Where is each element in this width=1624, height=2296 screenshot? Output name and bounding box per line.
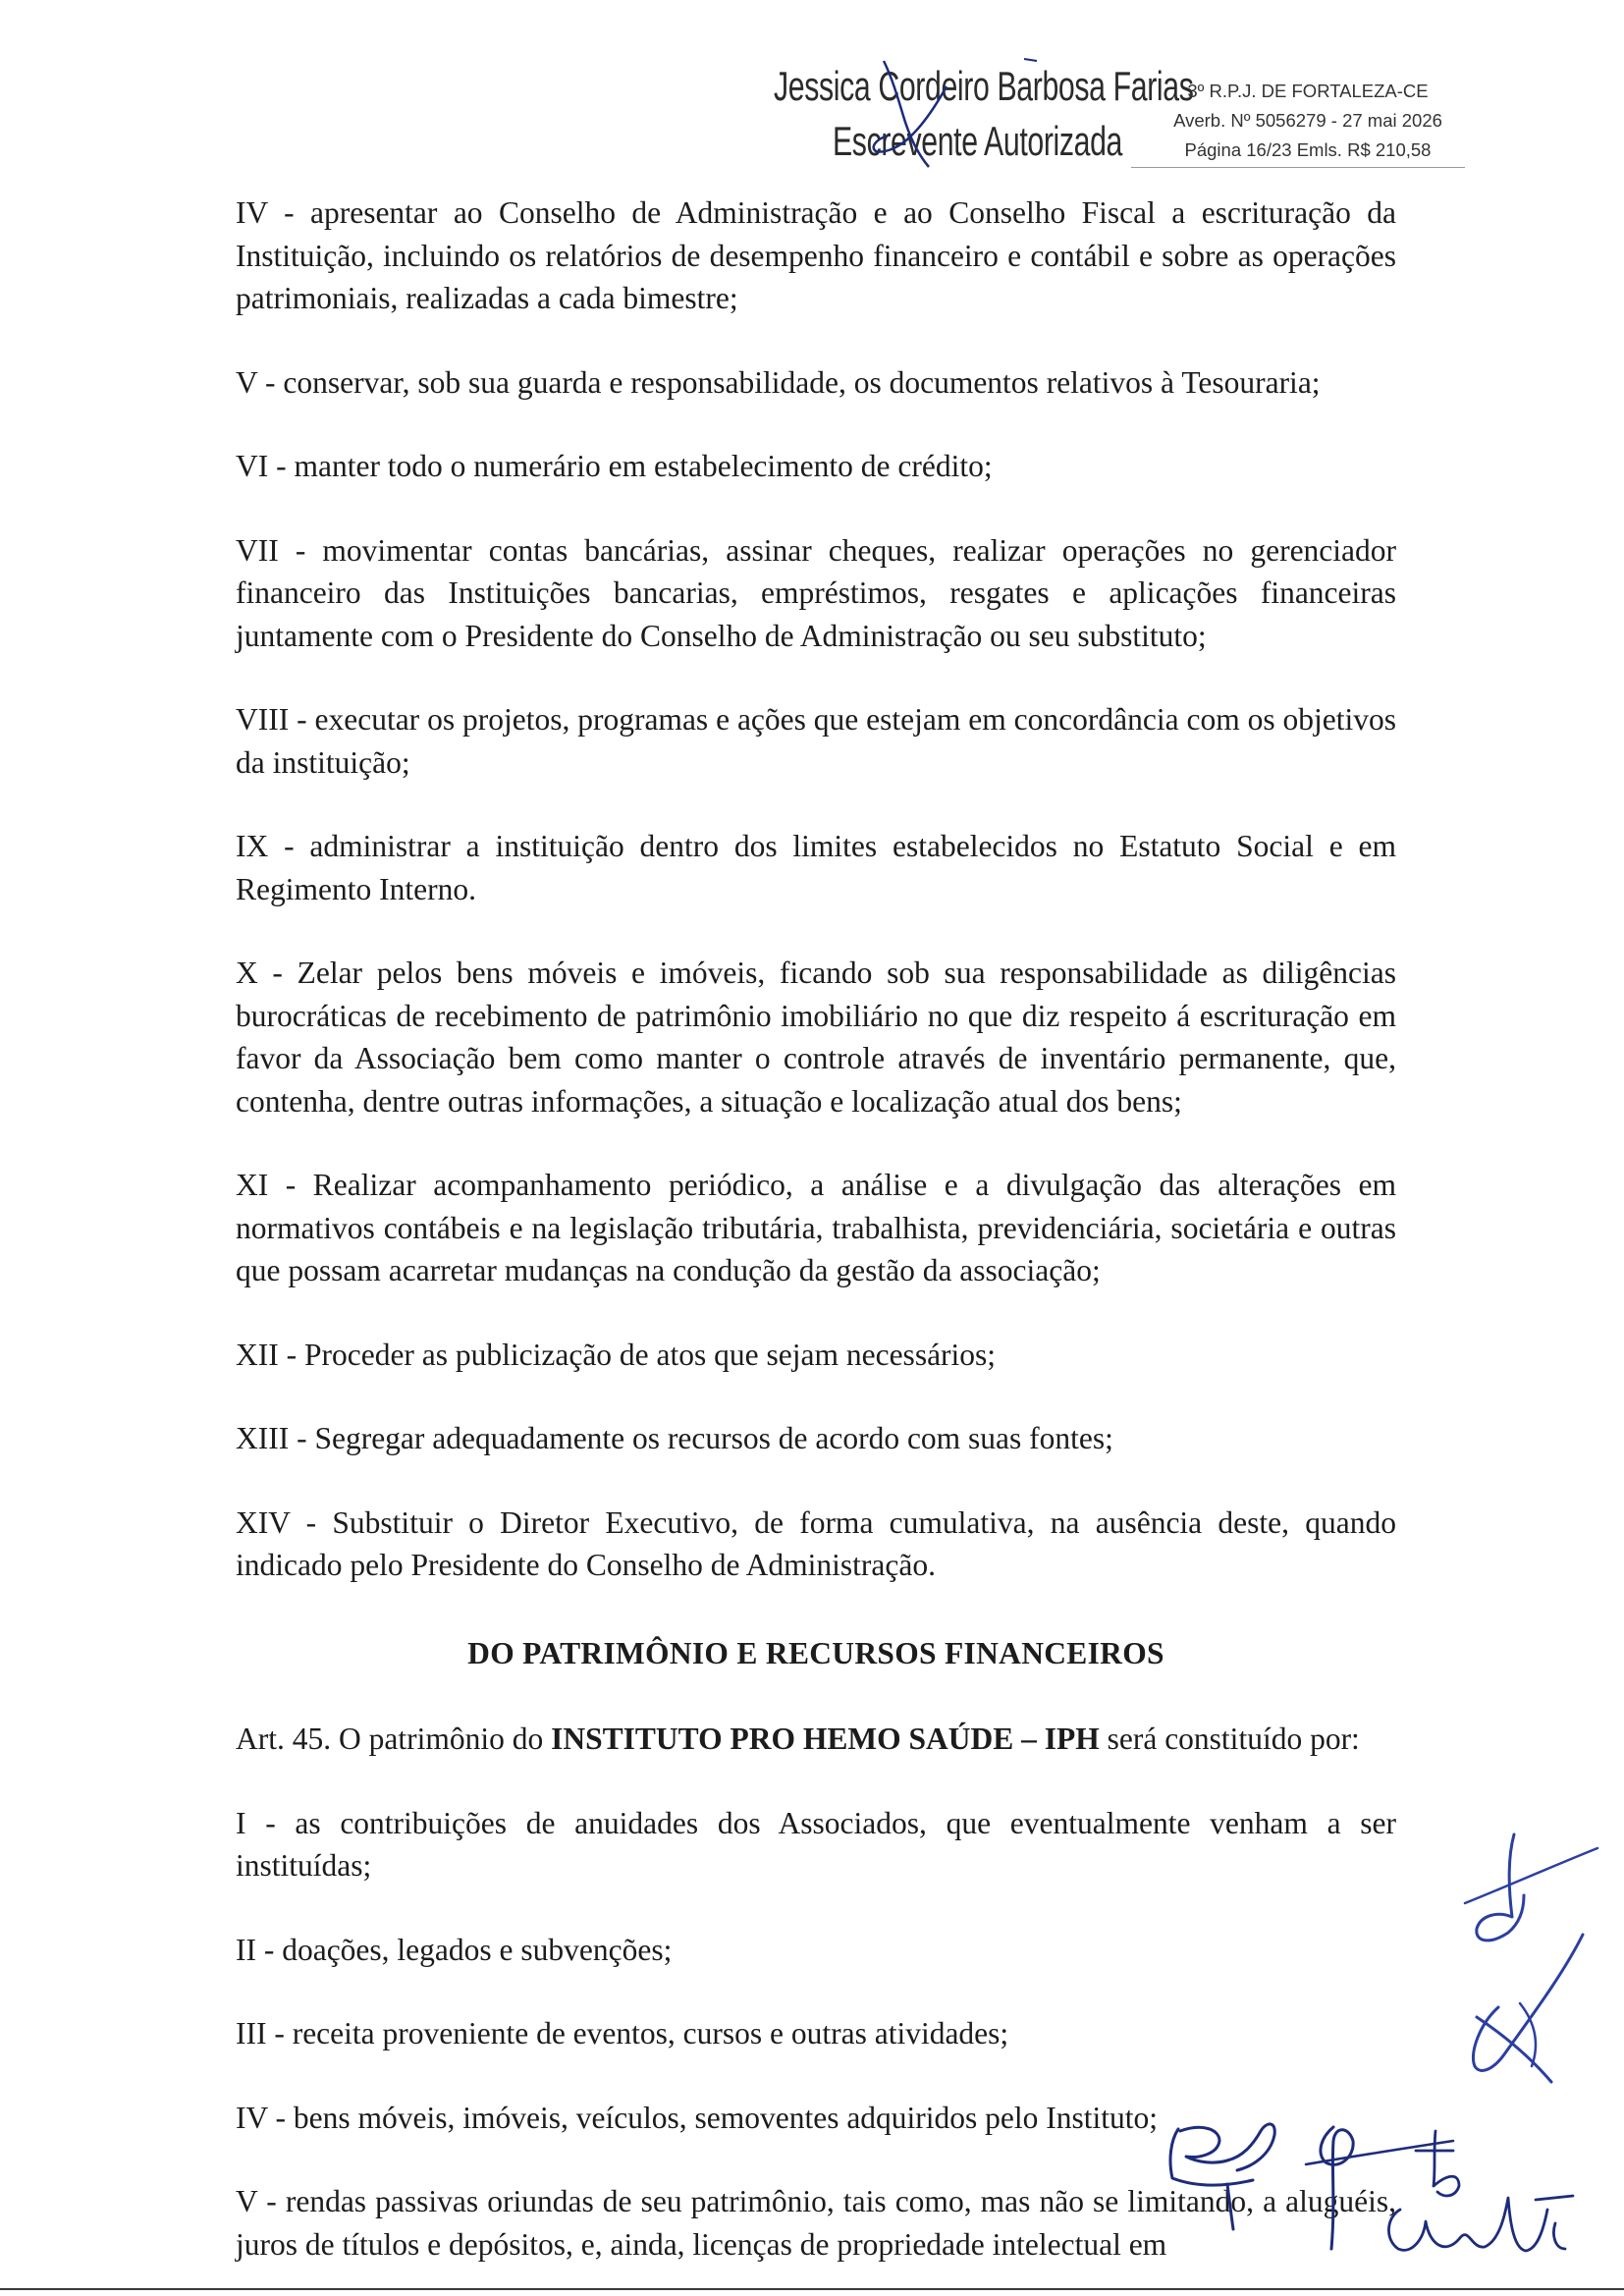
item-vi-cash: VI - manter todo o numerário em estabelecimento de crédito;: [236, 449, 993, 483]
item-x-assets: X - Zelar pelos bens móveis e imóveis, ficando sob sua responsabilidade as diligências burocráticas de recebimento de patrimônio imobiliário no que diz respeito á escrituração em favor da Associação bem como manter o controle através de inventário permanente, que, contenha, dentre outras informações, a situação e localização atual dos bens;: [236, 956, 1396, 1119]
item-viii-projects: VIII - executar os projetos, programas e ações que estejam em concordância com os objetivos da instituição;: [236, 702, 1396, 780]
item-v-custody: V - conservar, sob sua guarda e responsabilidade, os documentos relativos à Tesouraria;: [236, 364, 1321, 400]
registry-annotation: [1131, 77, 1485, 165]
article-45-prefix: Art. 45. O patrimônio do: [236, 1722, 552, 1756]
registry-averbacao: Averb. Nº 5056279 - 27 mai 2026: [1173, 110, 1442, 131]
item-iv-accounting: IV - apresentar ao Conselho de Administração e ao Conselho Fiscal a escrituração da Instituição, incluindo os relatórios de desempenho financeiro e contábil e sobre as operações patrimoniais, realizadas a cada bimestre;: [236, 195, 1396, 315]
item-xiv-substitute: XIV - Substituir o Diretor Executivo, de forma cumulativa, na ausência deste, quando indicado pelo Presidente do Conselho de Administração.: [236, 1504, 1396, 1582]
stamp-scribble-icon: [774, 57, 1068, 173]
document-body: [236, 191, 1396, 2266]
registry-office: 3º R.P.J. DE FORTALEZA-CE: [1187, 81, 1429, 101]
notary-signature-stamp: [774, 57, 1194, 173]
item-vii-banking: VII - movimentar contas bancárias, assinar cheques, realizar operações no gerenciador financeiro das Instituições bancarias, empréstimos, resgates e aplicações financeiras juntamente com o Presidente do Conselho de Administração ou seu substituto;: [236, 532, 1396, 653]
registry-divider: [1131, 167, 1465, 168]
asset-iv-goods: IV - bens móveis, imóveis, veículos, semoventes adquiridos pelo Instituto;: [236, 2100, 1159, 2135]
article-45: [236, 1718, 1396, 1761]
item-xiii-segregate: XIII - Segregar adequadamente os recursos de acordo com suas fontes;: [236, 1421, 1113, 1455]
stamp-role: Escrevente Autorizada: [833, 118, 1123, 164]
registry-page-fee: Página 16/23 Emls. R$ 210,58: [1184, 139, 1432, 160]
asset-i-contributions: I - as contribuições de anuidades dos Associados, que eventualmente venham a ser instituídas;: [236, 1805, 1396, 1883]
margin-initials-icon: [1426, 1827, 1602, 2111]
stamp-name: Jessica Cordeiro Barbosa Farias: [774, 63, 1194, 109]
bottom-signatures-icon: [1159, 2102, 1591, 2288]
item-ix-administer: IX - administrar a instituição dentro dos limites estabelecidos no Estatuto Social e em Regimento Interno.: [236, 829, 1396, 906]
page-bottom-edge: [0, 2288, 1624, 2290]
article-45-suffix: será constituído por:: [1099, 1722, 1360, 1756]
section-heading: DO PATRIMÔNIO E RECURSOS FINANCEIROS: [467, 1635, 1164, 1670]
article-45-entity: INSTITUTO PRO HEMO SAÚDE – IPH: [551, 1722, 1100, 1756]
item-xii-publication: XII - Proceder as publicização de atos que sejam necessários;: [236, 1337, 997, 1372]
asset-ii-donations: II - doações, legados e subvenções;: [236, 1932, 673, 1967]
item-xi-monitoring: XI - Realizar acompanhamento periódico, a análise e a divulgação das alterações em normativos contábeis e na legislação tributária, trabalhista, previdenciária, societária e outras que possam acarretar mudanças na condução da gestão da associação;: [236, 1168, 1396, 1287]
asset-v-passive-income: V - rendas passivas oriundas de seu patrimônio, tais como, mas não se limitando, a aluguéis, juros de títulos e depósitos, e, ainda, licenças de propriedade intelectual em: [236, 2184, 1396, 2262]
asset-iii-revenue: III - receita proveniente de eventos, cursos e outras atividades;: [236, 2016, 1009, 2050]
